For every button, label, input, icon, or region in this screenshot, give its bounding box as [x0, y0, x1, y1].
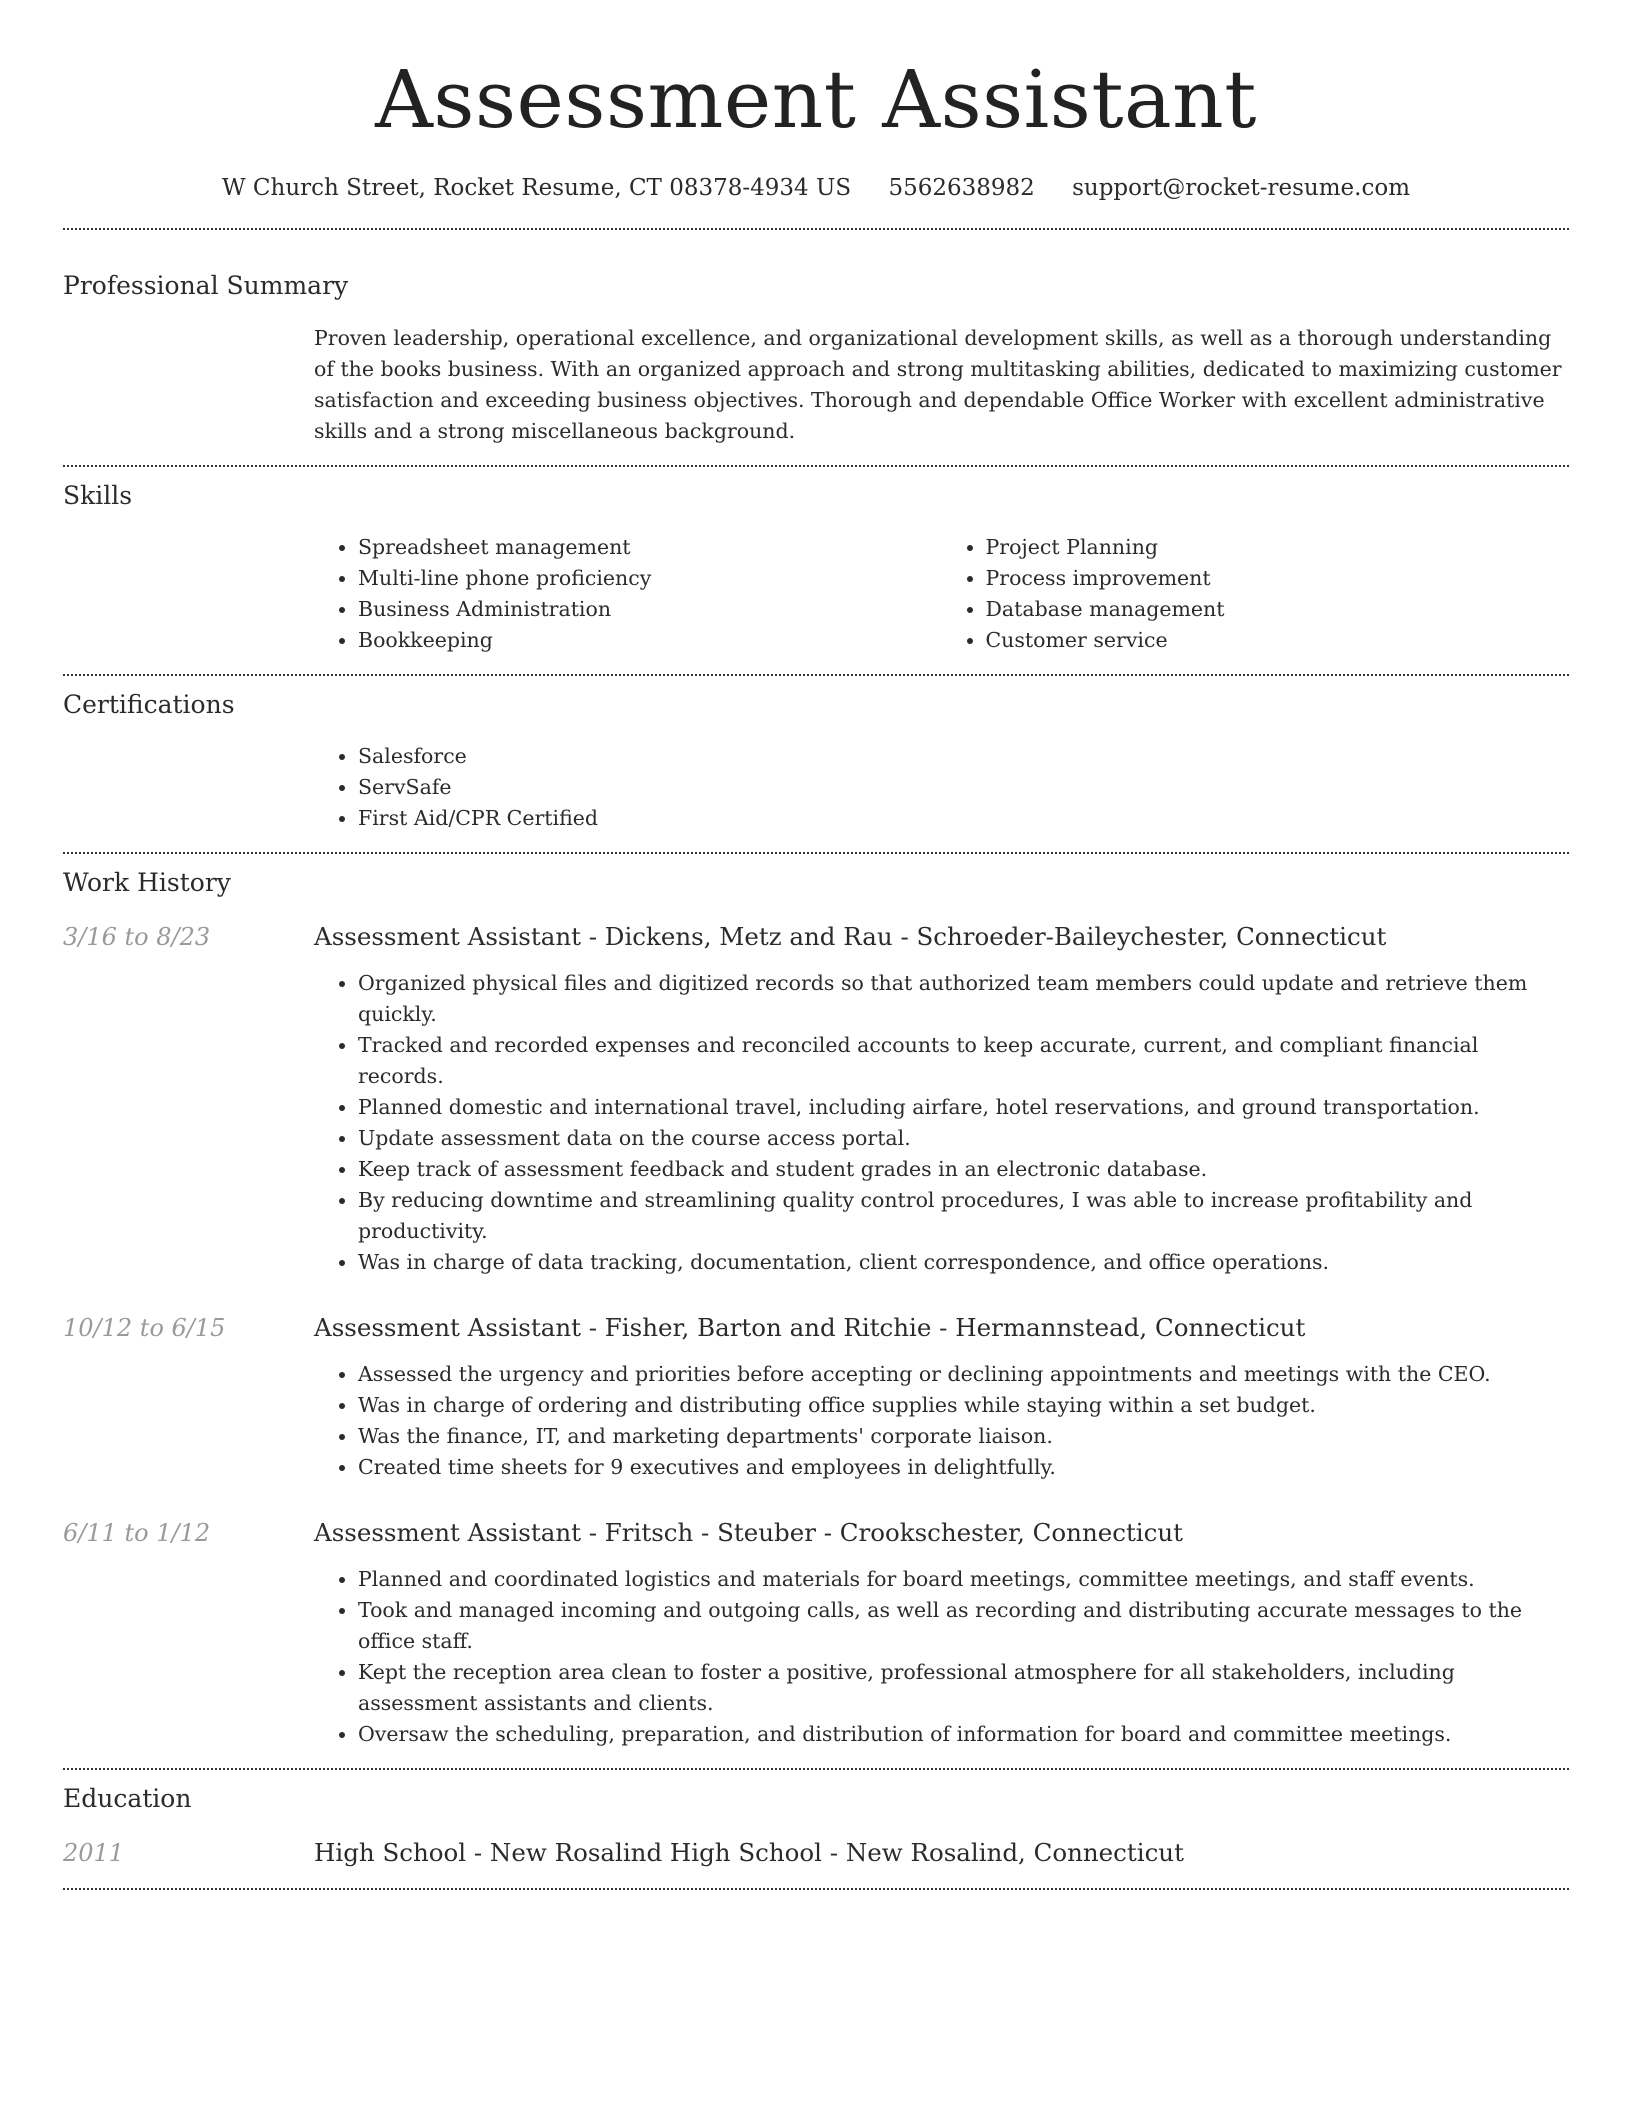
section-divider [63, 1888, 1569, 1890]
job-bullet: • Was in charge of data tracking, documentation, client correspondence, and office operations. [358, 1247, 1569, 1278]
job-bullet: • Took and managed incoming and outgoing calls, as well as recording and distributing accurate messages to the office staff. [358, 1595, 1569, 1657]
work-history-title: Work History [63, 868, 231, 897]
job-heading: Assessment Assistant - Fritsch - Steuber - Crookschester, Connecticut [314, 1518, 1183, 1547]
job-bullet: • Oversaw the scheduling, preparation, and distribution of information for board and committee meetings. [358, 1719, 1569, 1750]
skill-item: • Database management [986, 594, 1570, 625]
job-entry [63, 920, 1569, 1278]
skill-item: • Process improvement [986, 563, 1570, 594]
job-bullet: • Planned and coordinated logistics and materials for board meetings, committee meetings, and staff events. [358, 1564, 1569, 1595]
contact-address: W Church Street, Rocket Resume, CT 08378-4934 US [221, 175, 852, 201]
education-section [63, 1770, 1569, 1870]
work-history-section [63, 854, 1569, 1750]
certification-item: • ServSafe [358, 772, 1569, 803]
job-dates: 3/16 to 8/23 [63, 923, 211, 951]
job-bullet: • By reducing downtime and streamlining quality control procedures, I was able to increase profitability and productivity. [358, 1185, 1569, 1247]
skills-grid [314, 532, 1569, 656]
skill-item: • Spreadsheet management [358, 532, 942, 563]
skills-list-right [942, 532, 1570, 656]
job-heading: Assessment Assistant - Dickens, Metz and Rau - Schroeder-Baileychester, Connecticut [314, 922, 1387, 951]
summary-section [63, 230, 1569, 447]
skill-item: • Customer service [986, 625, 1570, 656]
education-title: Education [63, 1784, 192, 1813]
job-bullet: • Organized physical files and digitized records so that authorized team members could update and retrieve them quickly. [358, 968, 1569, 1030]
job-entry [63, 1311, 1569, 1483]
skills-title: Skills [63, 481, 133, 510]
skill-item: • Business Administration [358, 594, 942, 625]
job-bullet: • Was in charge of ordering and distributing office supplies while staying within a set budget. [358, 1390, 1569, 1421]
skill-item: • Bookkeeping [358, 625, 942, 656]
job-bullet: • Keep track of assessment feedback and student grades in an electronic database. [358, 1154, 1569, 1185]
job-bullet: • Kept the reception area clean to foster a positive, professional atmosphere for all stakeholders, including assessment assistants and clients. [358, 1657, 1569, 1719]
certifications-list [314, 741, 1569, 834]
skill-item: • Project Planning [986, 532, 1570, 563]
job-bullet: • Update assessment data on the course access portal. [358, 1123, 1569, 1154]
job-dates: 6/11 to 1/12 [63, 1519, 211, 1547]
job-entry [63, 1516, 1569, 1750]
candidate-name: Assessment Assistant [375, 53, 1257, 146]
certification-item: • First Aid/CPR Certified [358, 803, 1569, 834]
job-bullet: • Created time sheets for 9 executives and employees in delightfully. [358, 1452, 1569, 1483]
certifications-title: Certifications [63, 690, 235, 719]
certifications-section [63, 676, 1569, 834]
job-bullet: • Tracked and recorded expenses and reconciled accounts to keep accurate, current, and compliant financial records. [358, 1030, 1569, 1092]
job-bullet: • Was the finance, IT, and marketing departments' corporate liaison. [358, 1421, 1569, 1452]
contact-email: support@rocket-resume.com [1072, 175, 1411, 201]
job-dates: 10/12 to 6/15 [63, 1314, 226, 1342]
contact-phone: 5562638982 [888, 175, 1035, 201]
skill-item: • Multi-line phone proficiency [358, 563, 942, 594]
job-bullets [314, 1564, 1569, 1750]
job-bullets [314, 1359, 1569, 1483]
certification-item: • Salesforce [358, 741, 1569, 772]
summary-text: Proven leadership, operational excellence, and organizational development skills, as well as a thorough understanding of the books business. With an organized approach and strong multitasking abilities, dedicated to maximizing customer satisfaction and exceeding business objectives. Thorough and dependable Office Worker with excellent administrative skills and a strong miscellaneous background. [314, 326, 1562, 443]
contact-line [63, 172, 1569, 204]
job-bullets [314, 968, 1569, 1278]
summary-title: Professional Summary [63, 271, 349, 300]
education-heading: High School - New Rosalind High School - New Rosalind, Connecticut [314, 1838, 1184, 1867]
job-bullet: • Planned domestic and international travel, including airfare, hotel reservations, and ground transportation. [358, 1092, 1569, 1123]
education-year: 2011 [63, 1839, 125, 1867]
skills-section [63, 467, 1569, 656]
education-entry [63, 1836, 1569, 1870]
skills-list-left [314, 532, 942, 656]
job-bullet: • Assessed the urgency and priorities before accepting or declining appointments and meetings with the CEO. [358, 1359, 1569, 1390]
job-heading: Assessment Assistant - Fisher, Barton and Ritchie - Hermannstead, Connecticut [314, 1313, 1306, 1342]
